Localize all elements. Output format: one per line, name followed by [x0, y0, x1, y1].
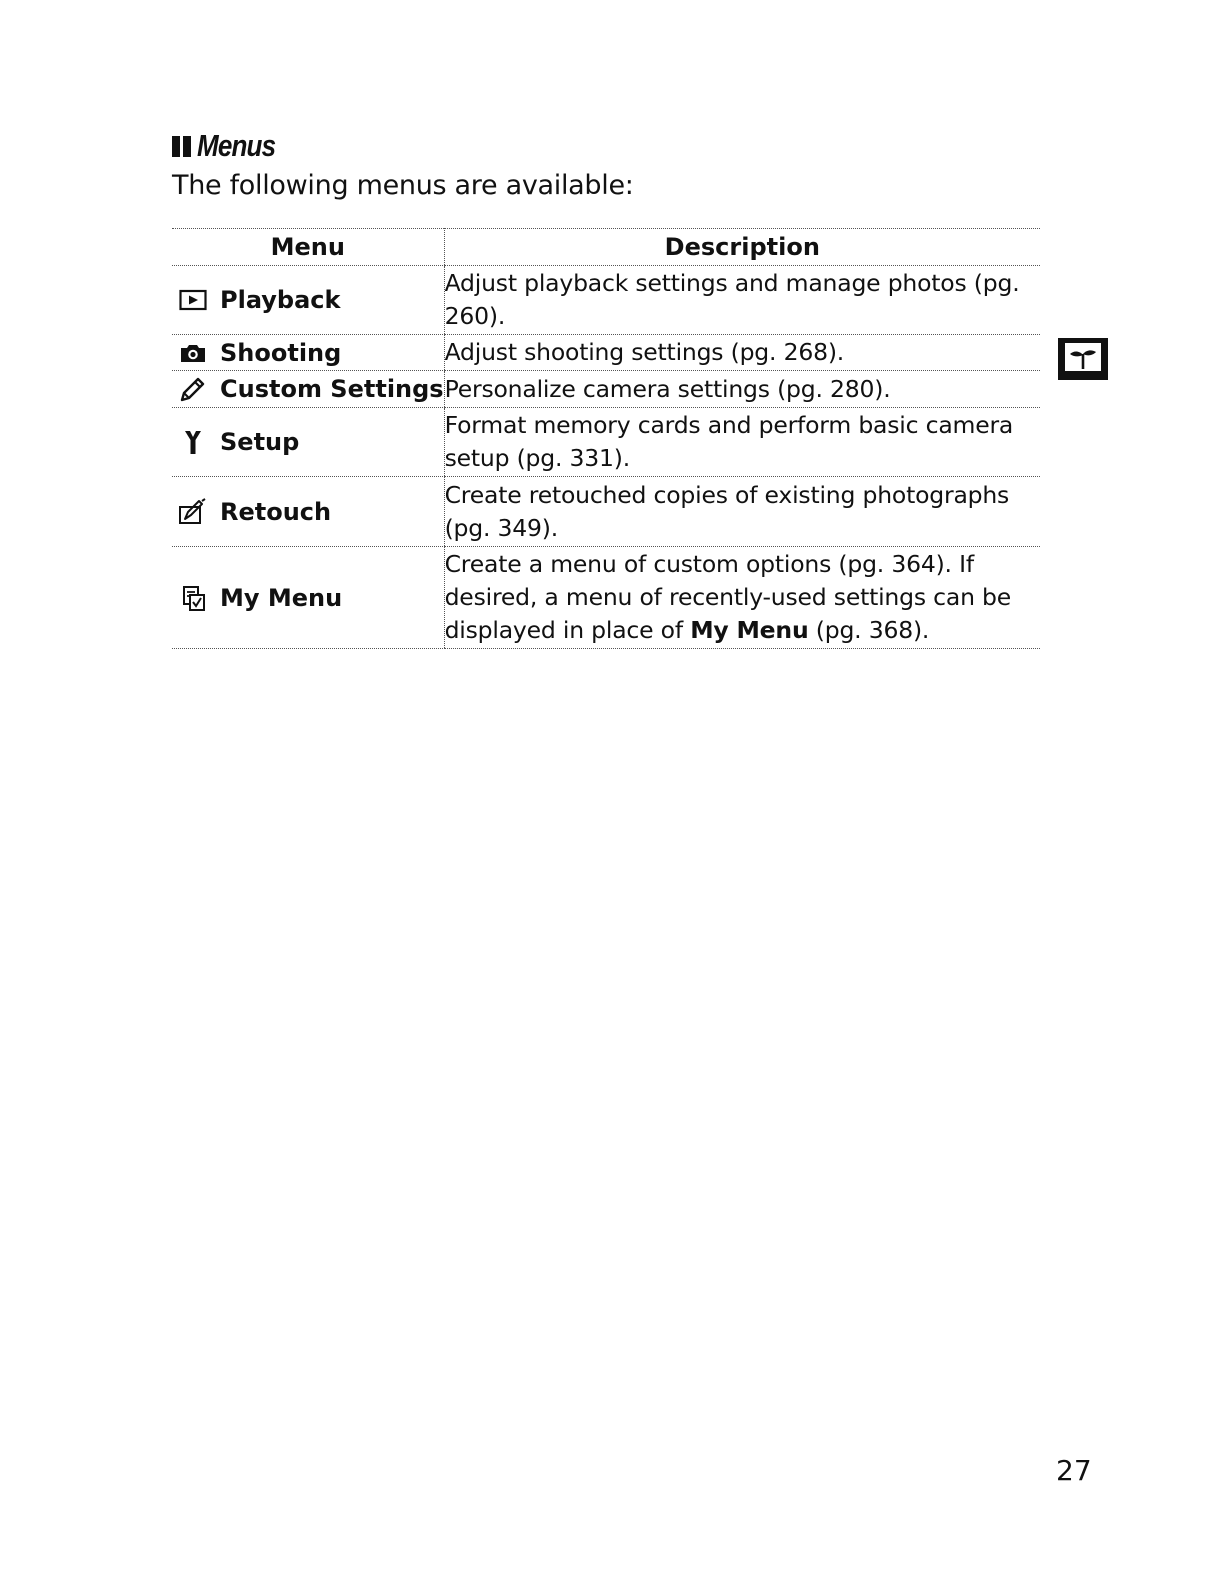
table-row: [172, 408, 1040, 477]
table-row: [172, 335, 1040, 371]
menu-cell: [172, 266, 444, 335]
description-cell: [444, 266, 1040, 335]
description-text: Adjust playback settings and manage photos (pg. 260).: [444, 269, 1020, 330]
chapter-tab: [1058, 338, 1108, 380]
menu-label: Setup: [220, 428, 300, 456]
menu-label: Shooting: [220, 338, 342, 367]
retouch-icon: [178, 497, 208, 527]
header-description: Description: [444, 229, 1040, 266]
section-heading: [172, 128, 290, 164]
description-cell: [444, 408, 1040, 477]
description-cell: [444, 477, 1040, 547]
menus-table: [172, 228, 1040, 649]
description-text: Personalize camera settings (pg. 280).: [444, 374, 891, 403]
sprout-icon: [1063, 341, 1103, 377]
menu-label: My Menu: [220, 583, 343, 612]
menu-cell: [172, 408, 444, 477]
description-text: Create retouched copies of existing photographs (pg. 349).: [444, 480, 1010, 542]
menu-cell: [172, 371, 444, 408]
table-row: [172, 547, 1040, 649]
header-menu: Menu: [172, 229, 444, 266]
menu-cell: [172, 547, 444, 649]
page-title: Menus: [197, 128, 276, 163]
my-menu-icon: [178, 583, 208, 613]
description-cell: [444, 371, 1040, 408]
menu-cell: [172, 335, 444, 371]
menu-label: Retouch: [220, 497, 332, 526]
intro-text: The following menus are available:: [172, 170, 634, 201]
pencil-icon: [178, 374, 208, 404]
wrench-icon: [178, 427, 208, 457]
description-text: Adjust shooting settings (pg. 268).: [444, 338, 845, 366]
description-text: Format memory cards and perform basic camera setup (pg. 331).: [444, 411, 1014, 472]
playback-icon: [178, 285, 208, 315]
table-row: [172, 266, 1040, 335]
page-number: 27: [1056, 1454, 1092, 1487]
description-tail: (pg. 368).: [808, 616, 930, 644]
camera-icon: [178, 338, 208, 368]
table-header-row: [172, 229, 1040, 266]
description-text: Create a menu of custom options (pg. 364). If desired, a menu of recently-used settings can be displayed in place of: [444, 550, 1012, 644]
table-row: [172, 371, 1040, 408]
heading-bars-icon: [172, 136, 191, 157]
description-cell: [444, 335, 1040, 371]
menu-cell: [172, 477, 444, 547]
menu-label: Custom Settings: [220, 375, 444, 403]
menu-label: Playback: [220, 286, 341, 314]
description-cell: [444, 547, 1040, 649]
description-bold: My Menu: [690, 616, 809, 644]
table-row: [172, 477, 1040, 547]
